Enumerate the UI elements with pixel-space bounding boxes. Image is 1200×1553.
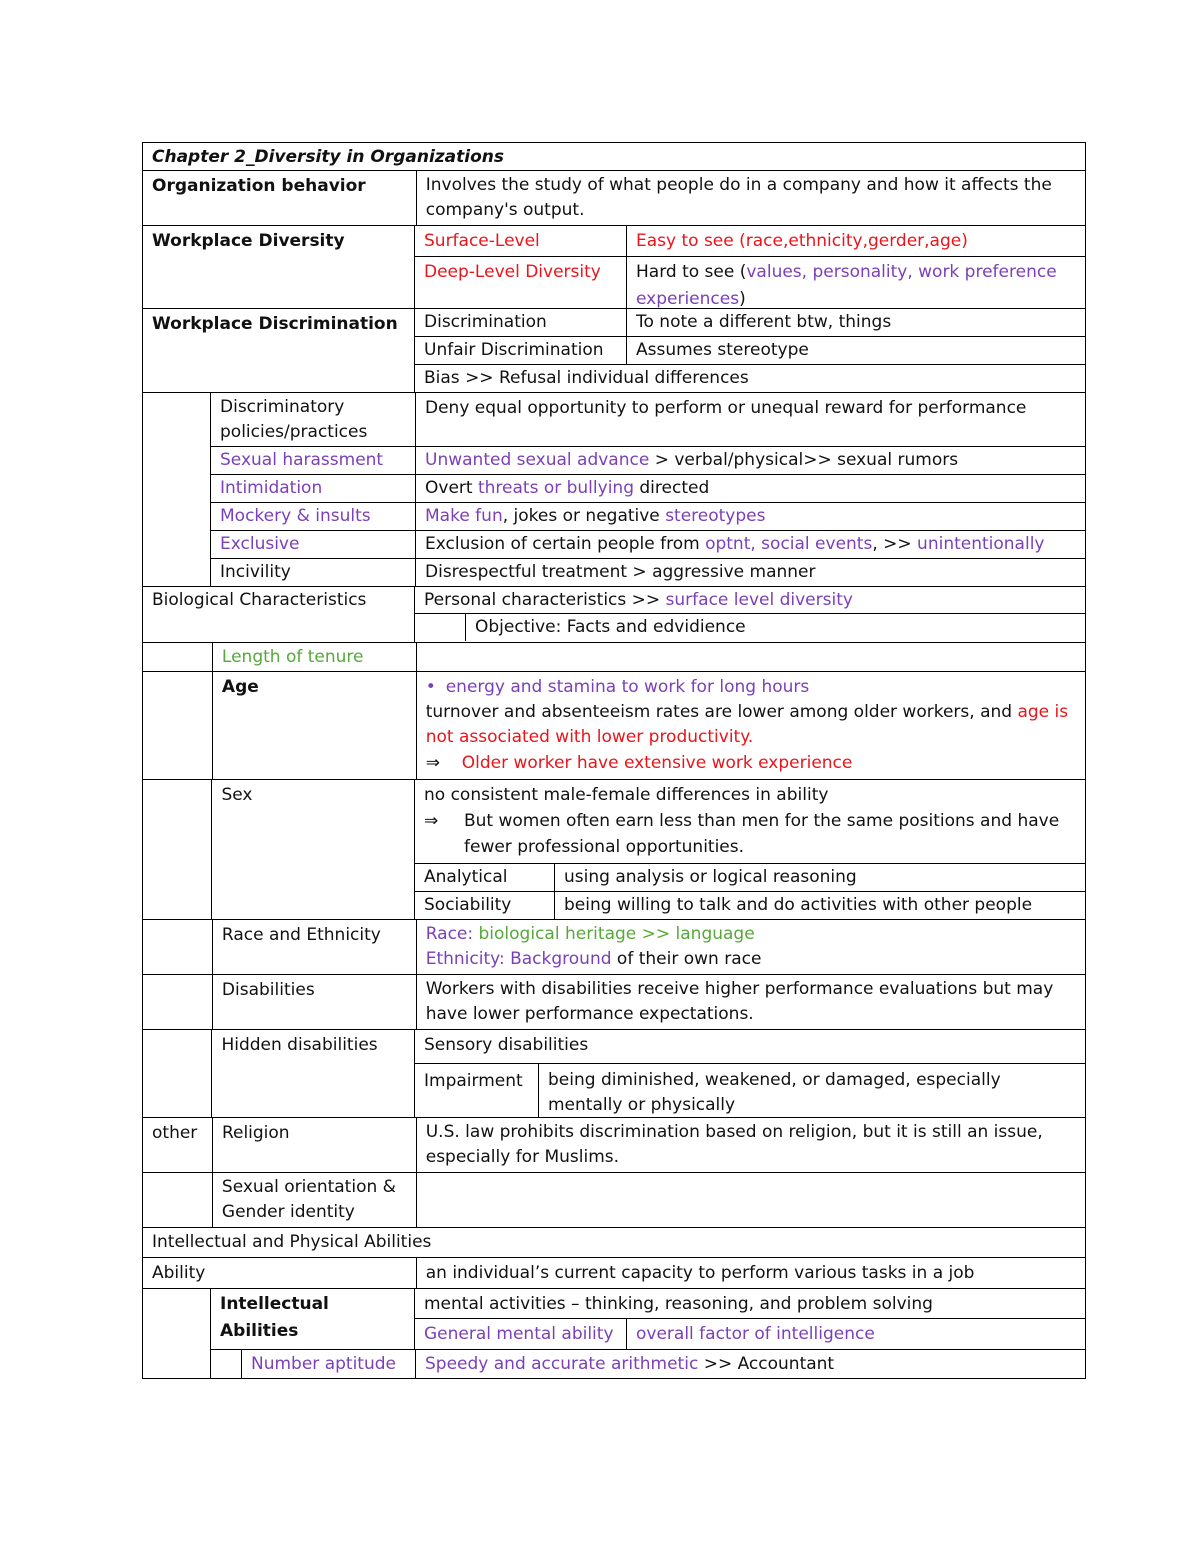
orientation-label: Sexual orientation & Gender identity [212, 1173, 416, 1227]
intimidation-term: Intimidation [220, 478, 323, 498]
workplace-discrimination-row [142, 309, 1086, 393]
bullet-icon: • [425, 677, 436, 697]
discrimination-desc: To note a different btw, things [626, 309, 1085, 336]
race-row [142, 920, 1086, 975]
exclusive-desc: Exclusion of certain people from optnt, social events, >> unintentionally [415, 531, 1085, 558]
tenure-row [142, 643, 1086, 672]
incivility-term: Incivility [220, 562, 291, 582]
ability-text: an individual’s current capacity to perform various tasks in a job [416, 1258, 1085, 1288]
sex-content: no consistent male-female differences in ability ⇒ But women often earn less than men for the same positions and have fewer professional opportunities. [415, 780, 1085, 864]
disabilities-label: Disabilities [212, 975, 416, 1029]
objective-text: Objective: Facts and edvidience [465, 614, 1085, 641]
intimidation-desc: Overt threats or bullying directed [415, 475, 1085, 502]
race-content: Race: biological heritage >> language Ethnicity: Background of their own race [416, 920, 1085, 974]
incivility-desc: Disrespectful treatment > aggressive manner [415, 559, 1085, 586]
harassment-desc: Unwanted sexual advance > verbal/physical>> sexual rumors [415, 447, 1085, 474]
org-behavior-text: Involves the study of what people do in a company and how it affects the company's output. [416, 171, 1085, 225]
gma-term: General mental ability [424, 1324, 614, 1344]
sociability-term: Sociability [424, 895, 512, 915]
disabilities-text: Workers with disabilities receive higher performance evaluations but may have lower performance expectations. [416, 975, 1085, 1029]
workplace-diversity-label: Workplace Diversity [152, 231, 345, 251]
number-aptitude-term: Number aptitude [241, 1350, 415, 1378]
tenure-label: Length of tenure [212, 643, 416, 671]
mockery-term: Mockery & insults [220, 506, 371, 526]
page-title: Chapter 2_Diversity in Organizations [152, 147, 504, 167]
hidden-disabilities-label: Hidden disabilities [211, 1030, 414, 1117]
bias-text: Bias >> Refusal individual differences [424, 368, 749, 388]
age-row [142, 672, 1086, 780]
intellectual-row [142, 1289, 1086, 1379]
disabilities-row [142, 975, 1086, 1030]
age-label: Age [212, 672, 416, 779]
analytical-term: Analytical [424, 867, 508, 887]
policies-desc: Deny equal opportunity to perform or unequal reward for performance [415, 393, 1085, 446]
harassment-term: Sexual harassment [220, 450, 384, 470]
mockery-desc: Make fun, jokes or negative stereotypes [415, 503, 1085, 530]
implies-arrow-icon: ⇒ [424, 811, 439, 831]
intellectual-text: mental activities – thinking, reasoning, and problem solving [415, 1289, 1085, 1319]
ability-label: Ability [152, 1263, 206, 1283]
policies-term: Discriminatory policies/practices [220, 397, 368, 442]
personal-characteristics: Personal characteristics >> surface level diversity [415, 587, 1085, 614]
number-aptitude-desc: Speedy and accurate arithmetic >> Accountant [415, 1350, 1085, 1378]
surface-level-desc: Easy to see (race,ethnicity,gerder,age) [626, 226, 1085, 256]
sex-label: Sex [211, 780, 414, 919]
analytical-desc: using analysis or logical reasoning [554, 864, 1085, 891]
unfair-discrimination-term: Unfair Discrimination [424, 340, 604, 360]
discrimination-types [142, 393, 1086, 587]
title-row [142, 142, 1086, 171]
workplace-diversity-row [142, 226, 1086, 309]
biological-row [142, 587, 1086, 643]
workplace-discrimination-label: Workplace Discrimination [152, 314, 398, 334]
biological-label: Biological Characteristics [152, 590, 367, 610]
ability-row [142, 1258, 1086, 1289]
deep-level-term: Deep-Level Diversity [424, 262, 601, 282]
race-label: Race and Ethnicity [212, 920, 416, 974]
sensory-text: Sensory disabilities [415, 1030, 1085, 1064]
org-behavior-row [142, 171, 1086, 226]
org-behavior-label: Organization behavior [152, 176, 366, 196]
abilities-section-row [142, 1228, 1086, 1258]
sociability-desc: being willing to talk and do activities with other people [554, 892, 1085, 919]
religion-text: U.S. law prohibits discrimination based on religion, but it is still an issue, especially for Muslims. [416, 1118, 1085, 1172]
discrimination-term: Discrimination [424, 312, 547, 332]
orientation-row [142, 1173, 1086, 1228]
age-content: • energy and stamina to work for long hours turnover and absenteeism rates are lower among older workers, and age is not associated with lower productivity. ⇒ Older worker have extensive work experience [416, 672, 1085, 779]
intellectual-label: Intellectual Abilities [220, 1294, 329, 1341]
exclusive-term: Exclusive [220, 534, 300, 554]
abilities-section-label: Intellectual and Physical Abilities [152, 1232, 432, 1252]
sex-row [142, 780, 1086, 920]
impairment-term: Impairment [424, 1071, 523, 1091]
implies-arrow-icon: ⇒ [425, 753, 440, 773]
impairment-desc: being diminished, weakened, or damaged, especially mentally or physically [538, 1064, 1085, 1117]
other-label: other [152, 1123, 198, 1143]
notes-table [142, 142, 1086, 1379]
deep-level-desc: Hard to see (values, personality, work preference experiences) [626, 257, 1085, 308]
hidden-disabilities-row [142, 1030, 1086, 1118]
religion-label: Religion [212, 1118, 416, 1172]
unfair-discrimination-desc: Assumes stereotype [626, 337, 1085, 364]
surface-level-term: Surface-Level [424, 231, 540, 251]
religion-row [142, 1118, 1086, 1173]
gma-desc: overall factor of intelligence [626, 1319, 1085, 1349]
